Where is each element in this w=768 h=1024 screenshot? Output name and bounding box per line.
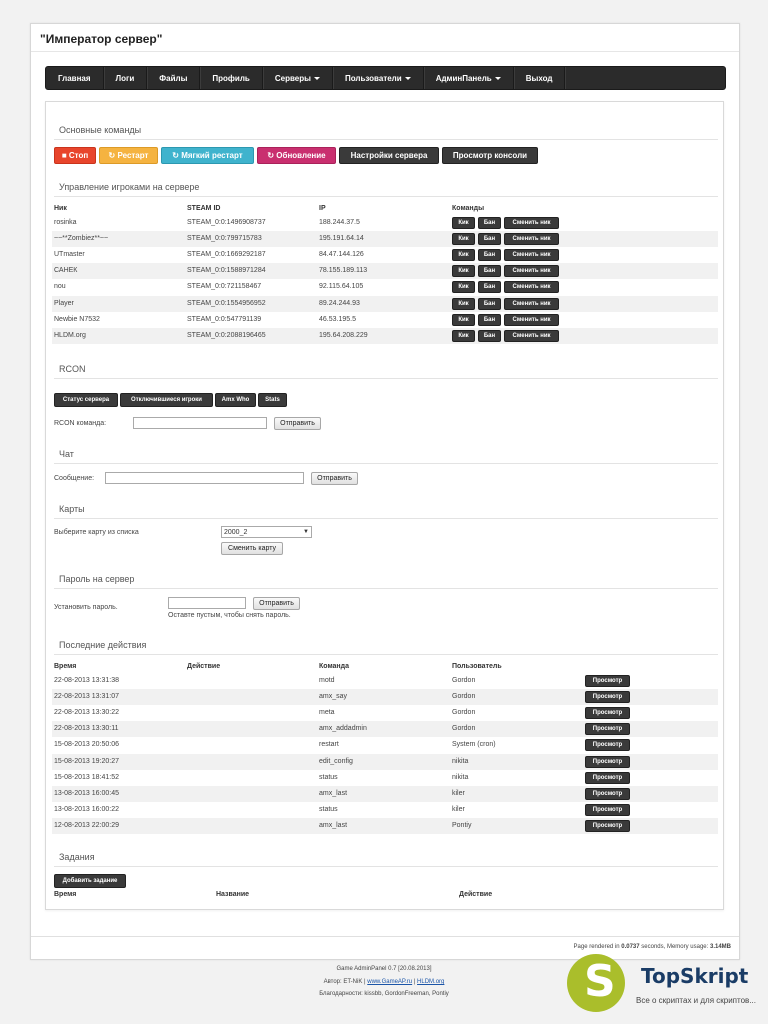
action-command: amx_last (319, 789, 348, 797)
topskript-logo-letter: S (584, 956, 616, 1007)
topskript-logo-text: TopSkript (641, 964, 749, 988)
action-time: 15-08-2013 20:50:06 (54, 741, 119, 749)
action-time: 22-08-2013 13:31:38 (54, 677, 119, 684)
kick-player-button[interactable]: Кик (452, 217, 475, 229)
view-action-button[interactable]: Просмотр (585, 756, 630, 768)
kick-player-button[interactable]: Кик (452, 265, 475, 277)
player-nick: HLDM.org (54, 331, 86, 339)
view-action-button[interactable]: Просмотр (585, 820, 630, 832)
col-time: Время (54, 663, 77, 670)
nav-item-7[interactable] (514, 67, 566, 89)
rename-player-button[interactable]: Сменить ник (504, 298, 559, 310)
action-command: amx_say (319, 693, 348, 701)
player-nick: ~~**Zombiez**~~ (54, 235, 109, 243)
player-ip: 89.24.244.93 (319, 299, 360, 307)
player-steam: STEAM_0:0:1588971284 (187, 267, 266, 275)
view-action-button[interactable]: Просмотр (585, 707, 630, 719)
action-command: meta (319, 709, 335, 717)
player-row (52, 231, 718, 247)
rename-player-button[interactable]: Сменить ник (504, 330, 559, 342)
ban-player-button[interactable]: Бан (478, 249, 501, 261)
view-action-button[interactable]: Просмотр (585, 691, 630, 703)
memory-usage: 3.14MB (709, 944, 731, 950)
view-action-button[interactable]: Просмотр (585, 772, 630, 784)
action-command: amx_last (319, 821, 348, 829)
recent-actions-title: Последние действия (59, 640, 147, 650)
action-command: motd (319, 677, 335, 684)
action-time: 22-08-2013 13:30:11 (54, 725, 119, 733)
player-ip: 92.115.64.105 (319, 283, 364, 291)
player-steam: STEAM_0:0:1554956952 (187, 299, 266, 307)
choose-map-label: Выберите карту из списка (54, 529, 139, 536)
kick-player-button[interactable]: Кик (452, 233, 475, 245)
nav-item-6[interactable] (424, 67, 514, 89)
view-action-button[interactable]: Просмотр (585, 804, 630, 816)
message-label: Сообщение: (54, 475, 95, 482)
author-prefix: Автор: ET-NiK | (323, 979, 368, 985)
player-row (52, 247, 718, 263)
nav-item-label: Профиль (212, 73, 250, 83)
nav-item-1[interactable] (104, 67, 148, 89)
task-col-name: Название (216, 891, 250, 898)
rename-player-button[interactable]: Сменить ник (504, 314, 559, 326)
map-select-value: 2000_2 (224, 528, 248, 536)
view-action-button[interactable]: Просмотр (585, 739, 630, 751)
ban-player-button[interactable]: Бан (478, 314, 501, 326)
view-action-button[interactable]: Просмотр (585, 788, 630, 800)
player-ip: 195.64.208.229 (319, 331, 368, 339)
player-steam: STEAM_0:0:799715783 (187, 235, 262, 243)
rename-player-button[interactable]: Сменить ник (504, 233, 559, 245)
kick-player-button[interactable]: Кик (452, 314, 475, 326)
player-row (52, 215, 718, 231)
soft-restart-button[interactable]: ↻ Мягкий рестарт (161, 147, 254, 164)
divider (54, 518, 718, 519)
player-nick: Newbie N7532 (54, 315, 100, 323)
player-steam: STEAM_0:0:721158467 (187, 283, 262, 291)
nav-item-label: Файлы (159, 73, 188, 83)
player-nick: rosinka (54, 219, 77, 226)
col-command: Команда (319, 663, 349, 670)
player-steam: STEAM_0:0:1496908737 (187, 219, 266, 226)
rename-player-button[interactable]: Сменить ник (504, 265, 559, 277)
col-ip: IP (319, 205, 326, 212)
password-input[interactable] (168, 597, 246, 609)
kick-player-button[interactable]: Кик (452, 330, 475, 342)
chat-title: Чат (59, 449, 74, 459)
caret-down-icon (495, 77, 501, 80)
dropdown-arrow-icon: ▼ (303, 529, 309, 535)
add-task-button[interactable]: Добавить задание (54, 874, 126, 888)
col-action: Действие (187, 663, 221, 670)
action-user: kiler (452, 789, 465, 797)
nav-item-label: Выход (525, 73, 553, 83)
amx-who-button[interactable]: Amx Who (215, 393, 256, 407)
action-row (52, 802, 718, 818)
action-user: System (cron) (452, 741, 496, 749)
nav-item-label: Логи (115, 73, 135, 83)
render-mid: seconds, Memory usage: (639, 944, 710, 950)
player-ip: 46.53.195.5 (319, 315, 356, 323)
player-steam: STEAM_0:0:547791139 (187, 315, 262, 323)
action-time: 12-08-2013 22:00:29 (54, 821, 119, 829)
action-user: Pontiy (452, 821, 472, 829)
chat-send-button[interactable]: Отправить (311, 472, 358, 485)
action-command: amx_addadmin (319, 725, 367, 733)
caret-down-icon (314, 77, 320, 80)
action-row (52, 721, 718, 737)
stats-button[interactable]: Stats (258, 393, 287, 407)
ban-player-button[interactable]: Бан (478, 298, 501, 310)
player-nick: nou (54, 283, 66, 291)
action-user: nikita (452, 773, 469, 781)
kick-player-button[interactable]: Кик (452, 298, 475, 310)
divider (54, 378, 718, 379)
col-commands: Команды (452, 205, 485, 212)
action-row (52, 705, 718, 721)
change-map-button[interactable]: Сменить карту (221, 542, 283, 555)
divider (54, 463, 718, 464)
rcon-command-input[interactable] (133, 417, 267, 429)
password-hint: Оставте пустым, чтобы снять пароль. (168, 612, 291, 619)
action-row (52, 786, 718, 802)
col-nick: Ник (54, 205, 67, 212)
ban-player-button[interactable]: Бан (478, 265, 501, 277)
rename-player-button[interactable]: Сменить ник (504, 217, 559, 229)
action-row (52, 754, 718, 770)
render-time: 0.0737 (621, 944, 640, 950)
rcon-send-button[interactable]: Отправить (274, 417, 321, 430)
nav-item-0[interactable] (46, 67, 104, 89)
action-command: restart (319, 741, 339, 749)
action-row (52, 673, 718, 689)
thanks-text: Благодарности: kissbb, GordonFreeman, Pontiy (319, 991, 449, 997)
view-action-button[interactable]: Просмотр (585, 675, 630, 687)
action-command: status (319, 805, 338, 813)
chat-message-input[interactable] (105, 472, 304, 484)
disconnected-players-button[interactable]: Отключившиеся игроки (120, 393, 213, 407)
ban-player-button[interactable]: Бан (478, 281, 501, 293)
player-row (52, 328, 718, 344)
task-col-action: Действие (459, 891, 493, 898)
server-settings-button[interactable]: Настройки сервера (339, 147, 439, 164)
nav-item-4[interactable] (263, 67, 333, 89)
rcon-command-label: RCON команда: (54, 420, 107, 427)
nav-item-label: Пользователи (344, 73, 402, 83)
rename-player-button[interactable]: Сменить ник (504, 249, 559, 261)
link-separator: | (412, 979, 418, 985)
action-row (52, 737, 718, 753)
rename-player-button[interactable]: Сменить ник (504, 281, 559, 293)
view-action-button[interactable]: Просмотр (585, 723, 630, 735)
divider (54, 196, 718, 197)
divider (54, 654, 718, 655)
ban-player-button[interactable]: Бан (478, 330, 501, 342)
action-time: 15-08-2013 18:41:52 (54, 773, 119, 781)
player-nick: САНЕК (54, 267, 78, 275)
kick-player-button[interactable]: Кик (452, 249, 475, 261)
action-user: Gordon (452, 709, 476, 717)
set-password-label: Установить пароль. (54, 604, 118, 611)
player-ip: 78.155.189.113 (319, 267, 368, 275)
footer-divider (31, 936, 739, 937)
divider (54, 866, 718, 867)
action-time: 13-08-2013 16:00:45 (54, 789, 119, 797)
player-row (52, 279, 718, 295)
ban-player-button[interactable]: Бан (478, 233, 501, 245)
title-divider (31, 51, 739, 52)
action-time: 22-08-2013 13:31:07 (54, 693, 119, 701)
nav-item-3[interactable] (200, 67, 262, 89)
render-prefix: Page rendered in (573, 944, 622, 950)
basic-commands-title: Основные команды (59, 125, 142, 135)
render-stats (574, 944, 731, 950)
nav-item-label: Серверы (274, 73, 311, 83)
col-user: Пользователь (452, 663, 502, 670)
action-command: edit_config (319, 757, 353, 765)
action-command: status (319, 773, 338, 781)
action-time: 22-08-2013 13:30:22 (54, 709, 119, 717)
player-ip: 84.47.144.126 (319, 251, 364, 259)
action-row (52, 818, 718, 834)
player-row (52, 263, 718, 279)
divider (54, 139, 718, 140)
password-send-button[interactable]: Отправить (253, 597, 300, 610)
nav-item-2[interactable] (147, 67, 200, 89)
action-time: 13-08-2013 16:00:22 (54, 805, 119, 813)
gameap-link[interactable]: www.GameAP.ru (367, 979, 413, 985)
players-title: Управление игроками на сервере (59, 182, 200, 192)
player-row (52, 312, 718, 328)
topskript-tagline: Все о скриптах и для скриптов... (636, 996, 756, 1005)
main-frame (30, 23, 740, 960)
player-nick: Player (54, 299, 74, 307)
col-steam-id: STEAM ID (187, 205, 221, 212)
rcon-title: RCON (59, 364, 86, 374)
action-user: Gordon (452, 693, 476, 701)
server-status-button[interactable]: Статус сервера (54, 393, 118, 407)
action-row (52, 689, 718, 705)
player-steam: STEAM_0:0:1669292187 (187, 251, 266, 259)
action-user: kiler (452, 805, 465, 813)
nav-item-label: Главная (58, 73, 91, 83)
player-ip: 195.191.64.14 (319, 235, 364, 243)
player-row (52, 296, 718, 312)
stop-button[interactable]: ■ Стоп (54, 147, 96, 164)
password-title: Пароль на сервер (59, 574, 135, 584)
action-user: Gordon (452, 677, 476, 684)
view-console-button[interactable]: Просмотр консоли (442, 147, 538, 164)
nav-item-5[interactable] (333, 67, 424, 89)
site-title: "Император сервер" (40, 32, 163, 46)
main-navbar (45, 66, 726, 90)
update-button[interactable]: ↻ Обновление (257, 147, 336, 164)
tasks-title: Задания (59, 852, 95, 862)
content-panel (45, 101, 724, 910)
divider (54, 588, 718, 589)
maps-title: Карты (59, 504, 85, 514)
action-time: 15-08-2013 19:20:27 (54, 757, 119, 765)
task-col-time: Время (54, 891, 77, 898)
restart-button[interactable]: ↻ Рестарт (99, 147, 158, 164)
kick-player-button[interactable]: Кик (452, 281, 475, 293)
action-row (52, 770, 718, 786)
ban-player-button[interactable]: Бан (478, 217, 501, 229)
player-steam: STEAM_0:0:2088196465 (187, 331, 266, 339)
hldm-link[interactable]: HLDM.org (417, 979, 445, 985)
action-user: Gordon (452, 725, 476, 733)
version-text: Game AdminPanel 0.7 [20.08.2013] (336, 966, 432, 972)
action-user: nikita (452, 757, 469, 765)
player-nick: UTmaster (54, 251, 85, 259)
map-select[interactable] (221, 526, 312, 538)
player-ip: 188.244.37.5 (319, 219, 360, 226)
caret-down-icon (405, 77, 411, 80)
nav-item-label: АдминПанель (435, 73, 492, 83)
